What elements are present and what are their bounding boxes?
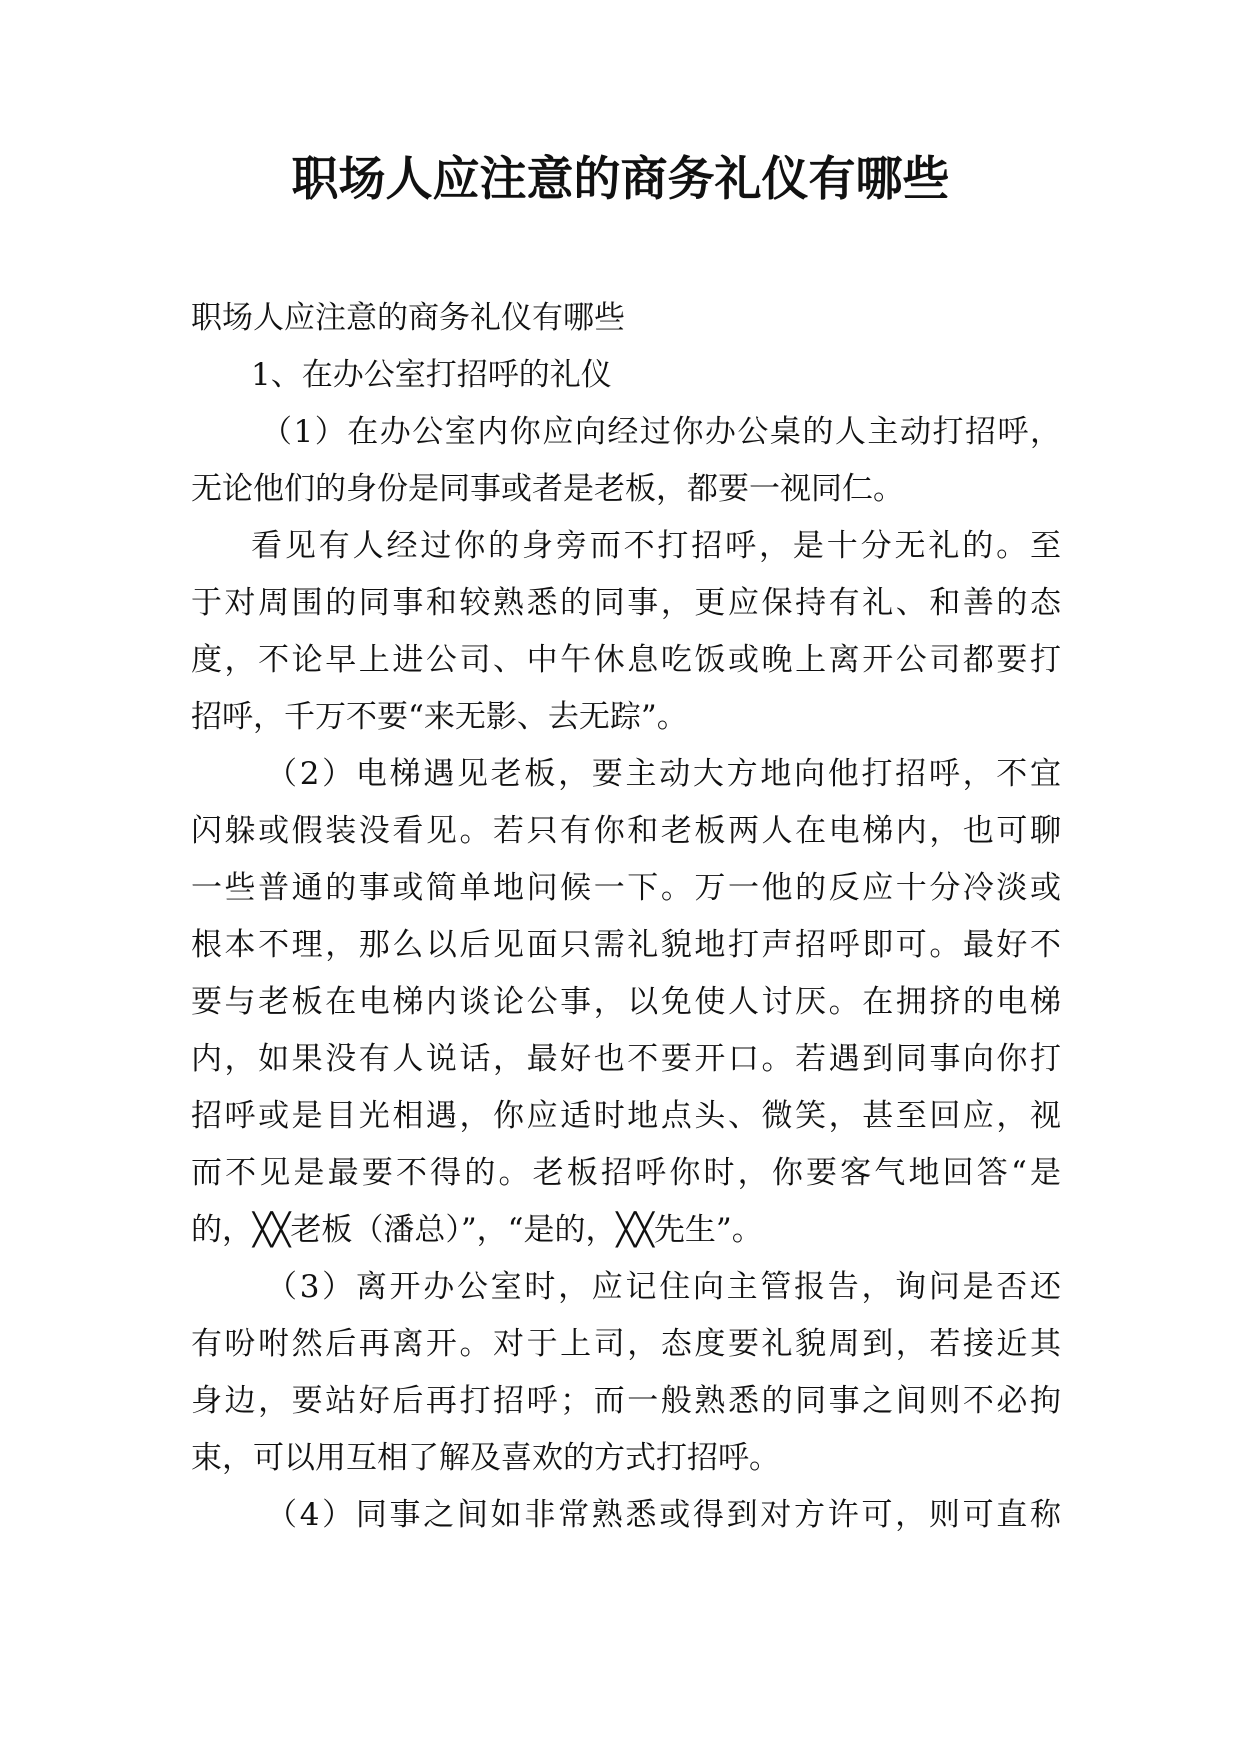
paragraph-line: 束，可以用互相了解及喜欢的方式打招呼。 <box>191 1440 780 1476</box>
paragraph-line: 招呼，千万不要“来无影、去无踪”。 <box>191 699 688 735</box>
paragraph-line: 一些普通的事或简单地问候一下。万一他的反应十分冷淡或 <box>191 870 1061 906</box>
paragraph-line: 根本不理，那么以后见面只需礼貌地打声招呼即可。最好不 <box>191 927 1061 963</box>
paragraph-line: （1）在办公室内你应向经过你办公桌的人主动打招呼， <box>261 414 1061 450</box>
paragraph-line: 的，╳╳老板（潘总）”，“是的，╳╳先生”。 <box>191 1212 763 1248</box>
paragraph-line: 内，如果没有人说话，最好也不要开口。若遇到同事向你打 <box>191 1041 1061 1077</box>
section-heading: 1、在办公室打招呼的礼仪 <box>251 357 612 393</box>
paragraph-line: 于对周围的同事和较熟悉的同事，更应保持有礼、和善的态 <box>191 585 1061 621</box>
subtitle-line: 职场人应注意的商务礼仪有哪些 <box>191 300 625 336</box>
paragraph-line: 而不见是最要不得的。老板招呼你时，你要客气地回答“是 <box>191 1155 1061 1191</box>
paragraph-line: 度，不论早上进公司、中午休息吃饭或晚上离开公司都要打 <box>191 642 1061 678</box>
paragraph-line: 闪躲或假装没看见。若只有你和老板两人在电梯内，也可聊 <box>191 813 1061 849</box>
paragraph-line: 招呼或是目光相遇，你应适时地点头、微笑，甚至回应，视 <box>191 1098 1061 1134</box>
paragraph-line: 有吩咐然后再离开。对于上司，态度要礼貌周到，若接近其 <box>191 1326 1061 1362</box>
document-body <box>191 290 1061 1544</box>
paragraph-line: （3）离开办公室时，应记住向主管报告，询问是否还 <box>266 1269 1061 1305</box>
paragraph-line: （2）电梯遇见老板，要主动大方地向他打招呼，不宜 <box>266 756 1061 792</box>
paragraph-line: 无论他们的身份是同事或者是老板，都要一视同仁。 <box>191 471 904 507</box>
paragraph-line: 要与老板在电梯内谈论公事，以免使人讨厌。在拥挤的电梯 <box>191 984 1061 1020</box>
paragraph-line: （4）同事之间如非常熟悉或得到对方许可，则可直称 <box>266 1497 1061 1533</box>
paragraph-line: 身边，要站好后再打招呼；而一般熟悉的同事之间则不必拘 <box>191 1383 1061 1419</box>
paragraph-line: 看见有人经过你的身旁而不打招呼，是十分无礼的。至 <box>251 528 1061 564</box>
document-title: 职场人应注意的商务礼仪有哪些 <box>291 152 950 207</box>
